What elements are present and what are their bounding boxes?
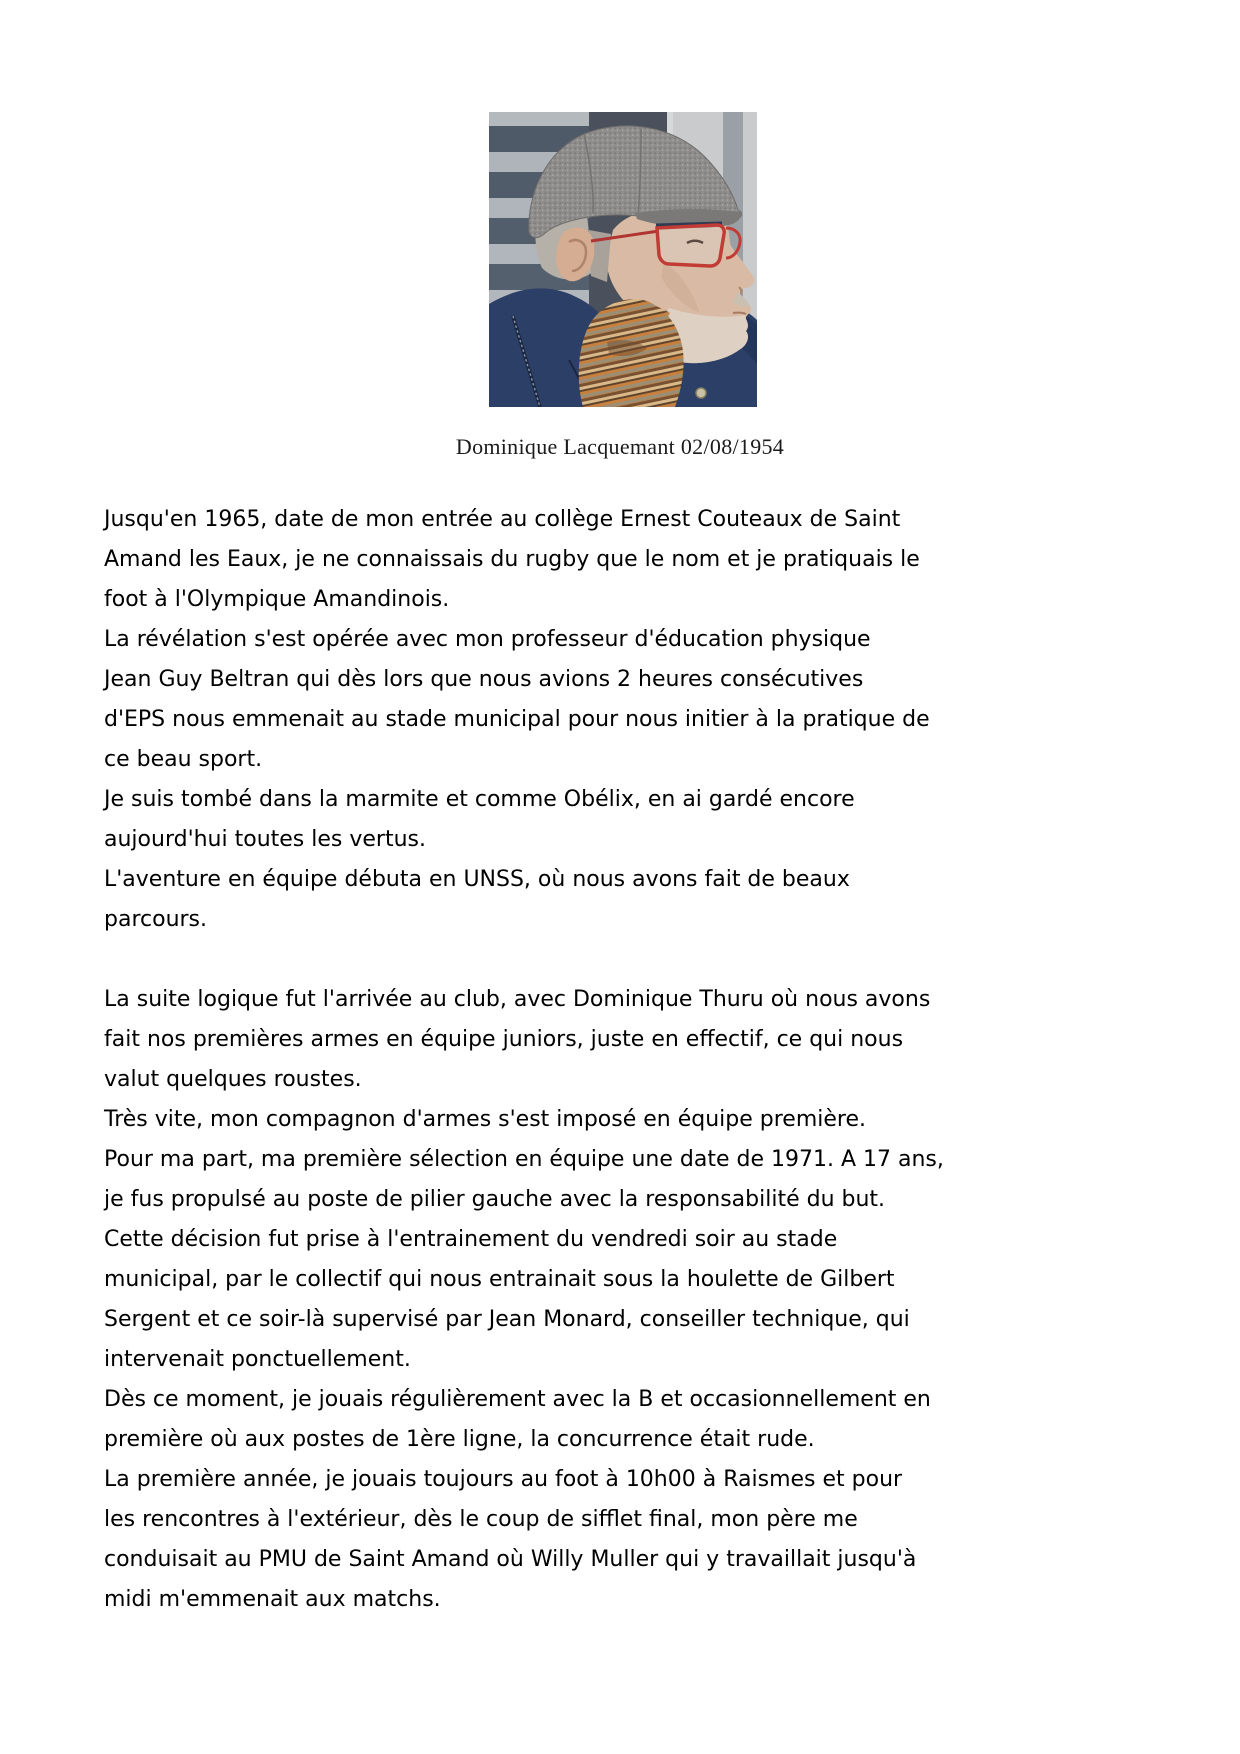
- text-line: Dès ce moment, je jouais régulièrement avec la B et occasionnellement en: [104, 1387, 931, 1412]
- text-line: je fus propulsé au poste de pilier gauche avec la responsabilité du but.: [104, 1187, 886, 1212]
- text-line: Amand les Eaux, je ne connaissais du rugby que le nom et je pratiquais le: [104, 547, 920, 572]
- text-line: les rencontres à l'extérieur, dès le coup de sifflet final, mon père me: [104, 1507, 858, 1532]
- text-line: La suite logique fut l'arrivée au club, avec Dominique Thuru où nous avons: [104, 987, 931, 1012]
- text-line: conduisait au PMU de Saint Amand où Willy Muller qui y travaillait jusqu'à: [104, 1547, 917, 1572]
- text-line: première où aux postes de 1ère ligne, la concurrence était rude.: [104, 1427, 815, 1452]
- photo-glasses-lens: [657, 225, 724, 266]
- text-line: La première année, je jouais toujours au foot à 10h00 à Raismes et pour: [104, 1467, 903, 1492]
- text-line: municipal, par le collectif qui nous entrainait sous la houlette de Gilbert: [104, 1267, 895, 1292]
- text-line: Pour ma part, ma première sélection en équipe une date de 1971. A 17 ans,: [104, 1147, 944, 1172]
- text-line: intervenait ponctuellement.: [104, 1347, 411, 1372]
- portrait-photo: [489, 112, 757, 407]
- photo-jacket-snap: [696, 388, 706, 398]
- text-line: Jusqu'en 1965, date de mon entrée au collège Ernest Couteaux de Saint: [104, 507, 901, 532]
- portrait-illustration: [489, 112, 757, 407]
- text-line: foot à l'Olympique Amandinois.: [104, 587, 450, 612]
- photo-caption: Dominique Lacquemant 02/08/1954: [455, 434, 785, 459]
- text-line: midi m'emmenait aux matchs.: [104, 1587, 441, 1612]
- text-line: La révélation s'est opérée avec mon professeur d'éducation physique: [104, 627, 871, 652]
- text-line: [104, 940, 1164, 980]
- text-line: L'aventure en équipe débuta en UNSS, où nous avons fait de beaux: [104, 867, 850, 892]
- text-line: d'EPS nous emmenait au stade municipal pour nous initier à la pratique de: [104, 707, 930, 732]
- text-line: aujourd'hui toutes les vertus.: [104, 827, 426, 852]
- text-line: Je suis tombé dans la marmite et comme Obélix, en ai gardé encore: [104, 787, 855, 812]
- text-line: parcours.: [104, 907, 208, 932]
- text-line: fait nos premières armes en équipe juniors, juste en effectif, ce qui nous: [104, 1027, 904, 1052]
- text-line: Cette décision fut prise à l'entrainement du vendredi soir au stade: [104, 1227, 838, 1252]
- text-line: Sergent et ce soir-là supervisé par Jean Monard, conseiller technique, qui: [104, 1307, 910, 1332]
- text-line: ce beau sport.: [104, 747, 263, 772]
- text-line: Très vite, mon compagnon d'armes s'est imposé en équipe première.: [104, 1107, 867, 1132]
- text-line: valut quelques roustes.: [104, 1067, 362, 1092]
- body-text: [104, 500, 1164, 1620]
- text-line: Jean Guy Beltran qui dès lors que nous avions 2 heures consécutives: [104, 667, 864, 692]
